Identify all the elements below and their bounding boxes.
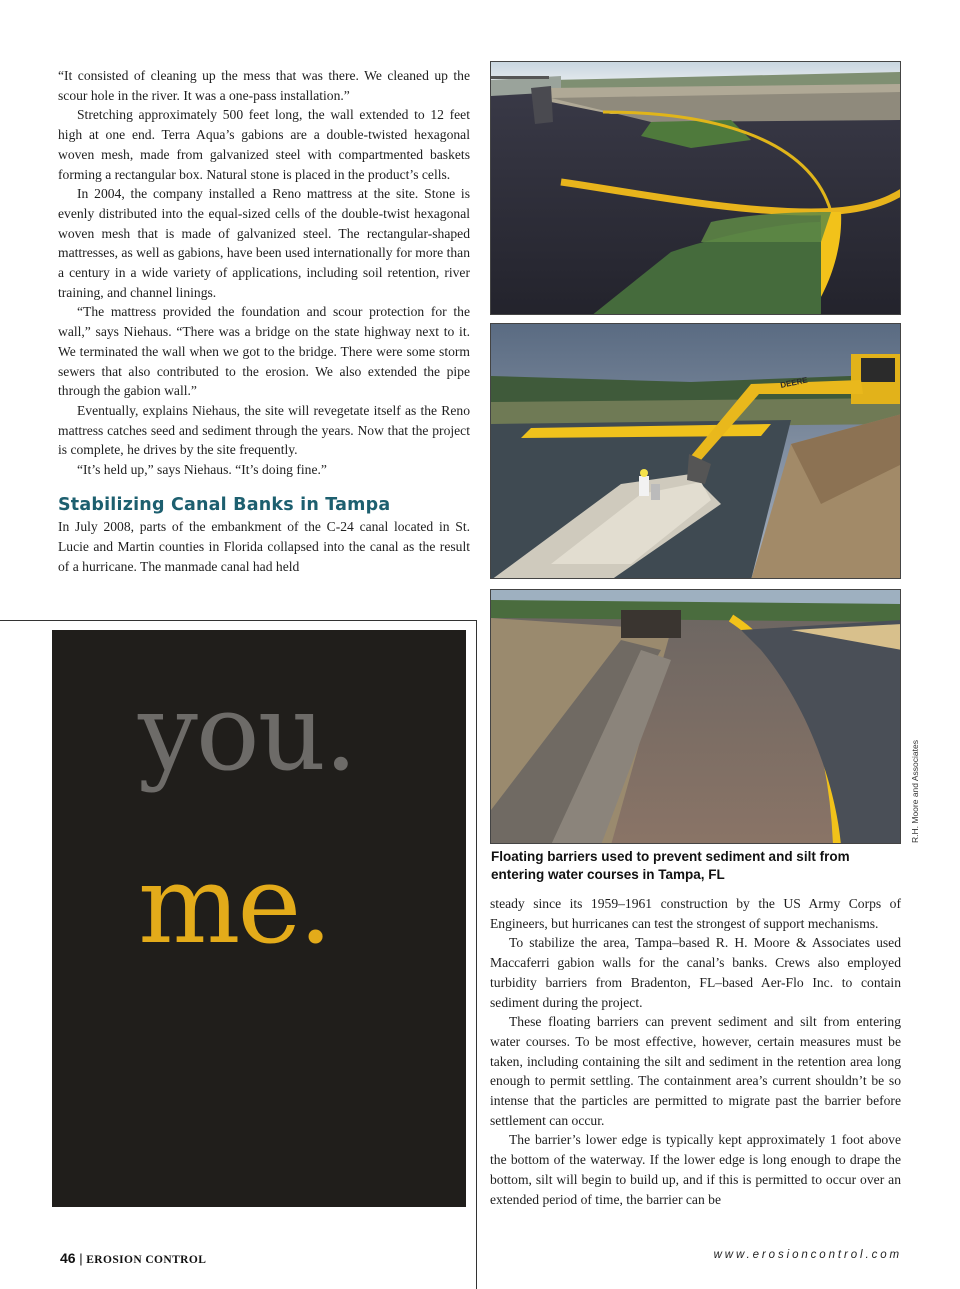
photo-canal-barrier-image	[491, 62, 901, 315]
body-paragraph: “It consisted of cleaning up the mess that was there. We cleaned up the scour hole in the river. It was a one-pass installation.”	[58, 68, 470, 103]
excavator-brand-label: DEERE	[779, 375, 809, 390]
body-paragraph: The barrier’s lower edge is typically kept approximately 1 foot above the bottom of the waterway. If the lower edge is long enough to drape the bottom, silt will begin to build up, and if this is permitted to occur over an extended period of time, the barrier can be	[490, 1132, 901, 1207]
photo-excavator-gabions-image	[491, 324, 901, 579]
body-paragraph: These floating barriers can prevent sediment and silt from entering water courses. To be most effective, however, certain measures must be taken, including containing the silt and sediment in the retention area long enough to permit settling. The containment area’s current shouldn’t be so intense that the particles are permitted to migrate past the barrier before settlement can occur.	[490, 1014, 901, 1128]
body-paragraph: “It’s held up,” says Niehaus. “It’s doing fine.”	[77, 462, 327, 478]
footer-separator: |	[79, 1251, 83, 1266]
left-text-column	[58, 66, 470, 577]
magazine-name: EROSION CONTROL	[86, 1254, 207, 1266]
body-paragraph: Stretching approximately 500 feet long, the wall extended to 12 feet high at one end. Terra Aqua’s gabions are a double-twisted hexagonal woven mesh, made from galvanized steel with compartmented baskets forming a rectangular box. Natural stone is placed in the product’s cells.	[58, 107, 470, 182]
page-footer	[60, 1250, 206, 1266]
photo-credit: R.H. Moore and Associates	[910, 740, 920, 843]
ad-word-me: me.	[138, 843, 330, 968]
photo-excavator-gabions	[490, 323, 901, 579]
body-paragraph: Eventually, explains Niehaus, the site will revegetate itself as the Reno mattress catches seed and sediment through the years. Now that the project is complete, he drives by the site frequently.	[58, 402, 470, 458]
photo-gabion-wall-image	[491, 590, 901, 844]
body-paragraph: In July 2008, parts of the embankment of the C-24 canal located in St. Lucie and Martin counties in Florida collapsed into the canal as the result of a hurricane. The manmade canal had held	[58, 519, 470, 574]
body-paragraph: To stabilize the area, Tampa–based R. H. Moore & Associates used Maccaferri gabion walls for the canal’s banks. Crews also employed turbidity barriers from Bradenton, FL–based Aer-Flo Inc. to contain sediment during the project.	[490, 935, 901, 1010]
photo-canal-barrier	[490, 61, 901, 315]
ad-word-you: you.	[138, 671, 356, 794]
body-paragraph: In 2004, the company installed a Reno mattress at the site. Stone is evenly distributed into the equal-sized cells of the double-twist hexagonal woven mesh that is made of galvanized steel. The rectangular-shaped mattresses, as well as gabions, have been used internationally for more than a century in a wide variety of applications, including soil retention, river training, and channel linings.	[58, 186, 470, 300]
photo-caption: Floating barriers used to prevent sediment and silt from entering water courses in Tampa, FL	[491, 849, 850, 882]
ad-frame-top-rule	[0, 620, 477, 621]
magazine-url[interactable]: www.erosioncontrol.com	[713, 1249, 902, 1261]
body-paragraph: steady since its 1959–1961 construction by the US Army Corps of Engineers, but hurricanes can test the strongest of support mechanisms.	[490, 896, 901, 931]
right-text-column	[490, 894, 901, 1209]
page-number: 46	[60, 1250, 76, 1266]
advertisement[interactable]	[52, 630, 466, 1207]
body-paragraph: “The mattress provided the foundation and scour protection for the wall,” says Niehaus. “There was a bridge on the state highway next to it. We terminated the wall when we got to the bridge. There were some storm sewers that also contributed to the erosion. We also extended the pipe through the gabion wall.”	[58, 304, 470, 399]
photo-gabion-wall	[490, 589, 901, 844]
section-heading: Stabilizing Canal Banks in Tampa	[58, 494, 391, 515]
ad-frame-right-rule	[476, 620, 477, 1289]
